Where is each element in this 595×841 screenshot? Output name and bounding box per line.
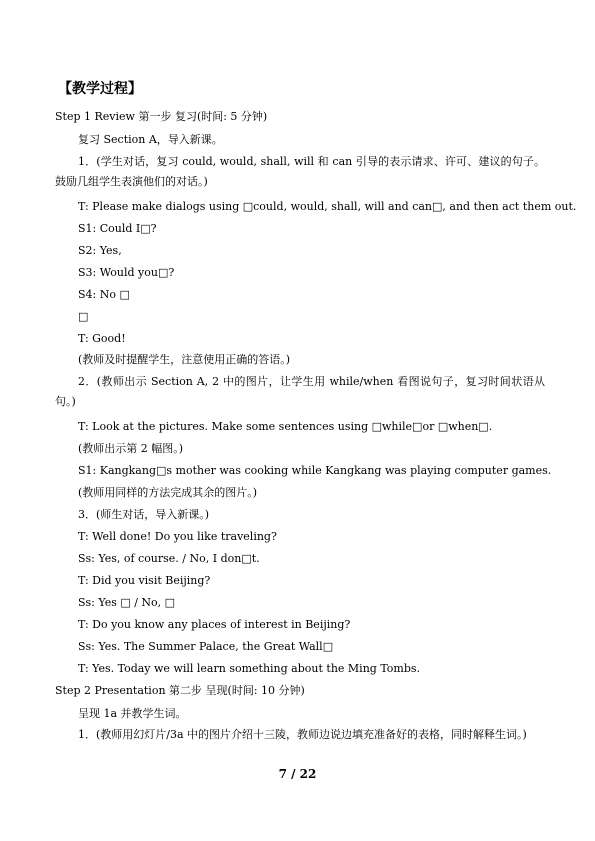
review-intro: 复习 Section A，导入新课。 (78, 133, 223, 146)
teacher-good: T: Good! (78, 332, 126, 345)
item1-paragraph: 1．(学生对话，复习 could, would, shall, will 和 can 引导的表示请求、许可、建议的句子。鼓励几组学生表演他们的对话。) (55, 155, 545, 188)
step2-title: Step 2 Presentation 第二步 呈现(时间: 10 分钟) (55, 684, 305, 697)
students-line-2: Ss: Yes □ / No, □ (78, 596, 176, 609)
teacher-line-2: T: Look at the pictures. Make some sentences using □while□or □when□. (78, 420, 493, 433)
teacher-note-3: (教师用同样的方法完成其余的图片。) (78, 486, 258, 499)
teacher-note-2: (教师出示第 2 幅图。) (78, 442, 184, 455)
teacher-note-1: (教师及时提醒学生，注意使用正确的答语。) (78, 353, 291, 366)
page-number: 7 / 22 (278, 767, 317, 781)
placeholder-box: □ (78, 310, 89, 323)
item4-paragraph: 1．(教师用幻灯片/3a 中的图片介绍十三陵，教师边说边填充准备好的表格，同时解释生词。) (78, 728, 527, 741)
teacher-line-6: T: Yes. Today we will learn something about the Ming Tombs. (78, 662, 421, 675)
teacher-line-5: T: Do you know any places of interest in Beijing? (78, 618, 351, 631)
student-line-s1: S1: Could I□? (78, 222, 157, 235)
teacher-line-3: T: Well done! Do you like traveling? (78, 530, 277, 543)
students-line-3: Ss: Yes. The Summer Palace, the Great Wall□ (78, 640, 334, 653)
section-heading: 【教学过程】 (58, 81, 142, 97)
step1-title: Step 1 Review 第一步 复习(时间: 5 分钟) (55, 110, 268, 123)
item2-paragraph: 2．(教师出示 Section A, 2 中的图片，让学生用 while/when 看图说句子，复习时间状语从句。) (55, 375, 545, 408)
student-line-s3: S3: Would you□? (78, 266, 175, 279)
teacher-line-1: T: Please make dialogs using □could, would, shall, will and can□, and then act them out. (78, 200, 577, 213)
teacher-line-4: T: Did you visit Beijing? (78, 574, 211, 587)
students-line-1: Ss: Yes, of course. / No, I don□t. (78, 552, 260, 565)
student-line-s1b: S1: Kangkang□s mother was cooking while Kangkang was playing computer games. (78, 464, 552, 477)
present-intro: 呈现 1a 并教学生词。 (78, 707, 187, 720)
student-line-s2: S2: Yes, (78, 244, 122, 257)
student-line-s4: S4: No □ (78, 288, 130, 301)
item3-line: 3．(师生对话，导入新课。) (78, 508, 210, 521)
